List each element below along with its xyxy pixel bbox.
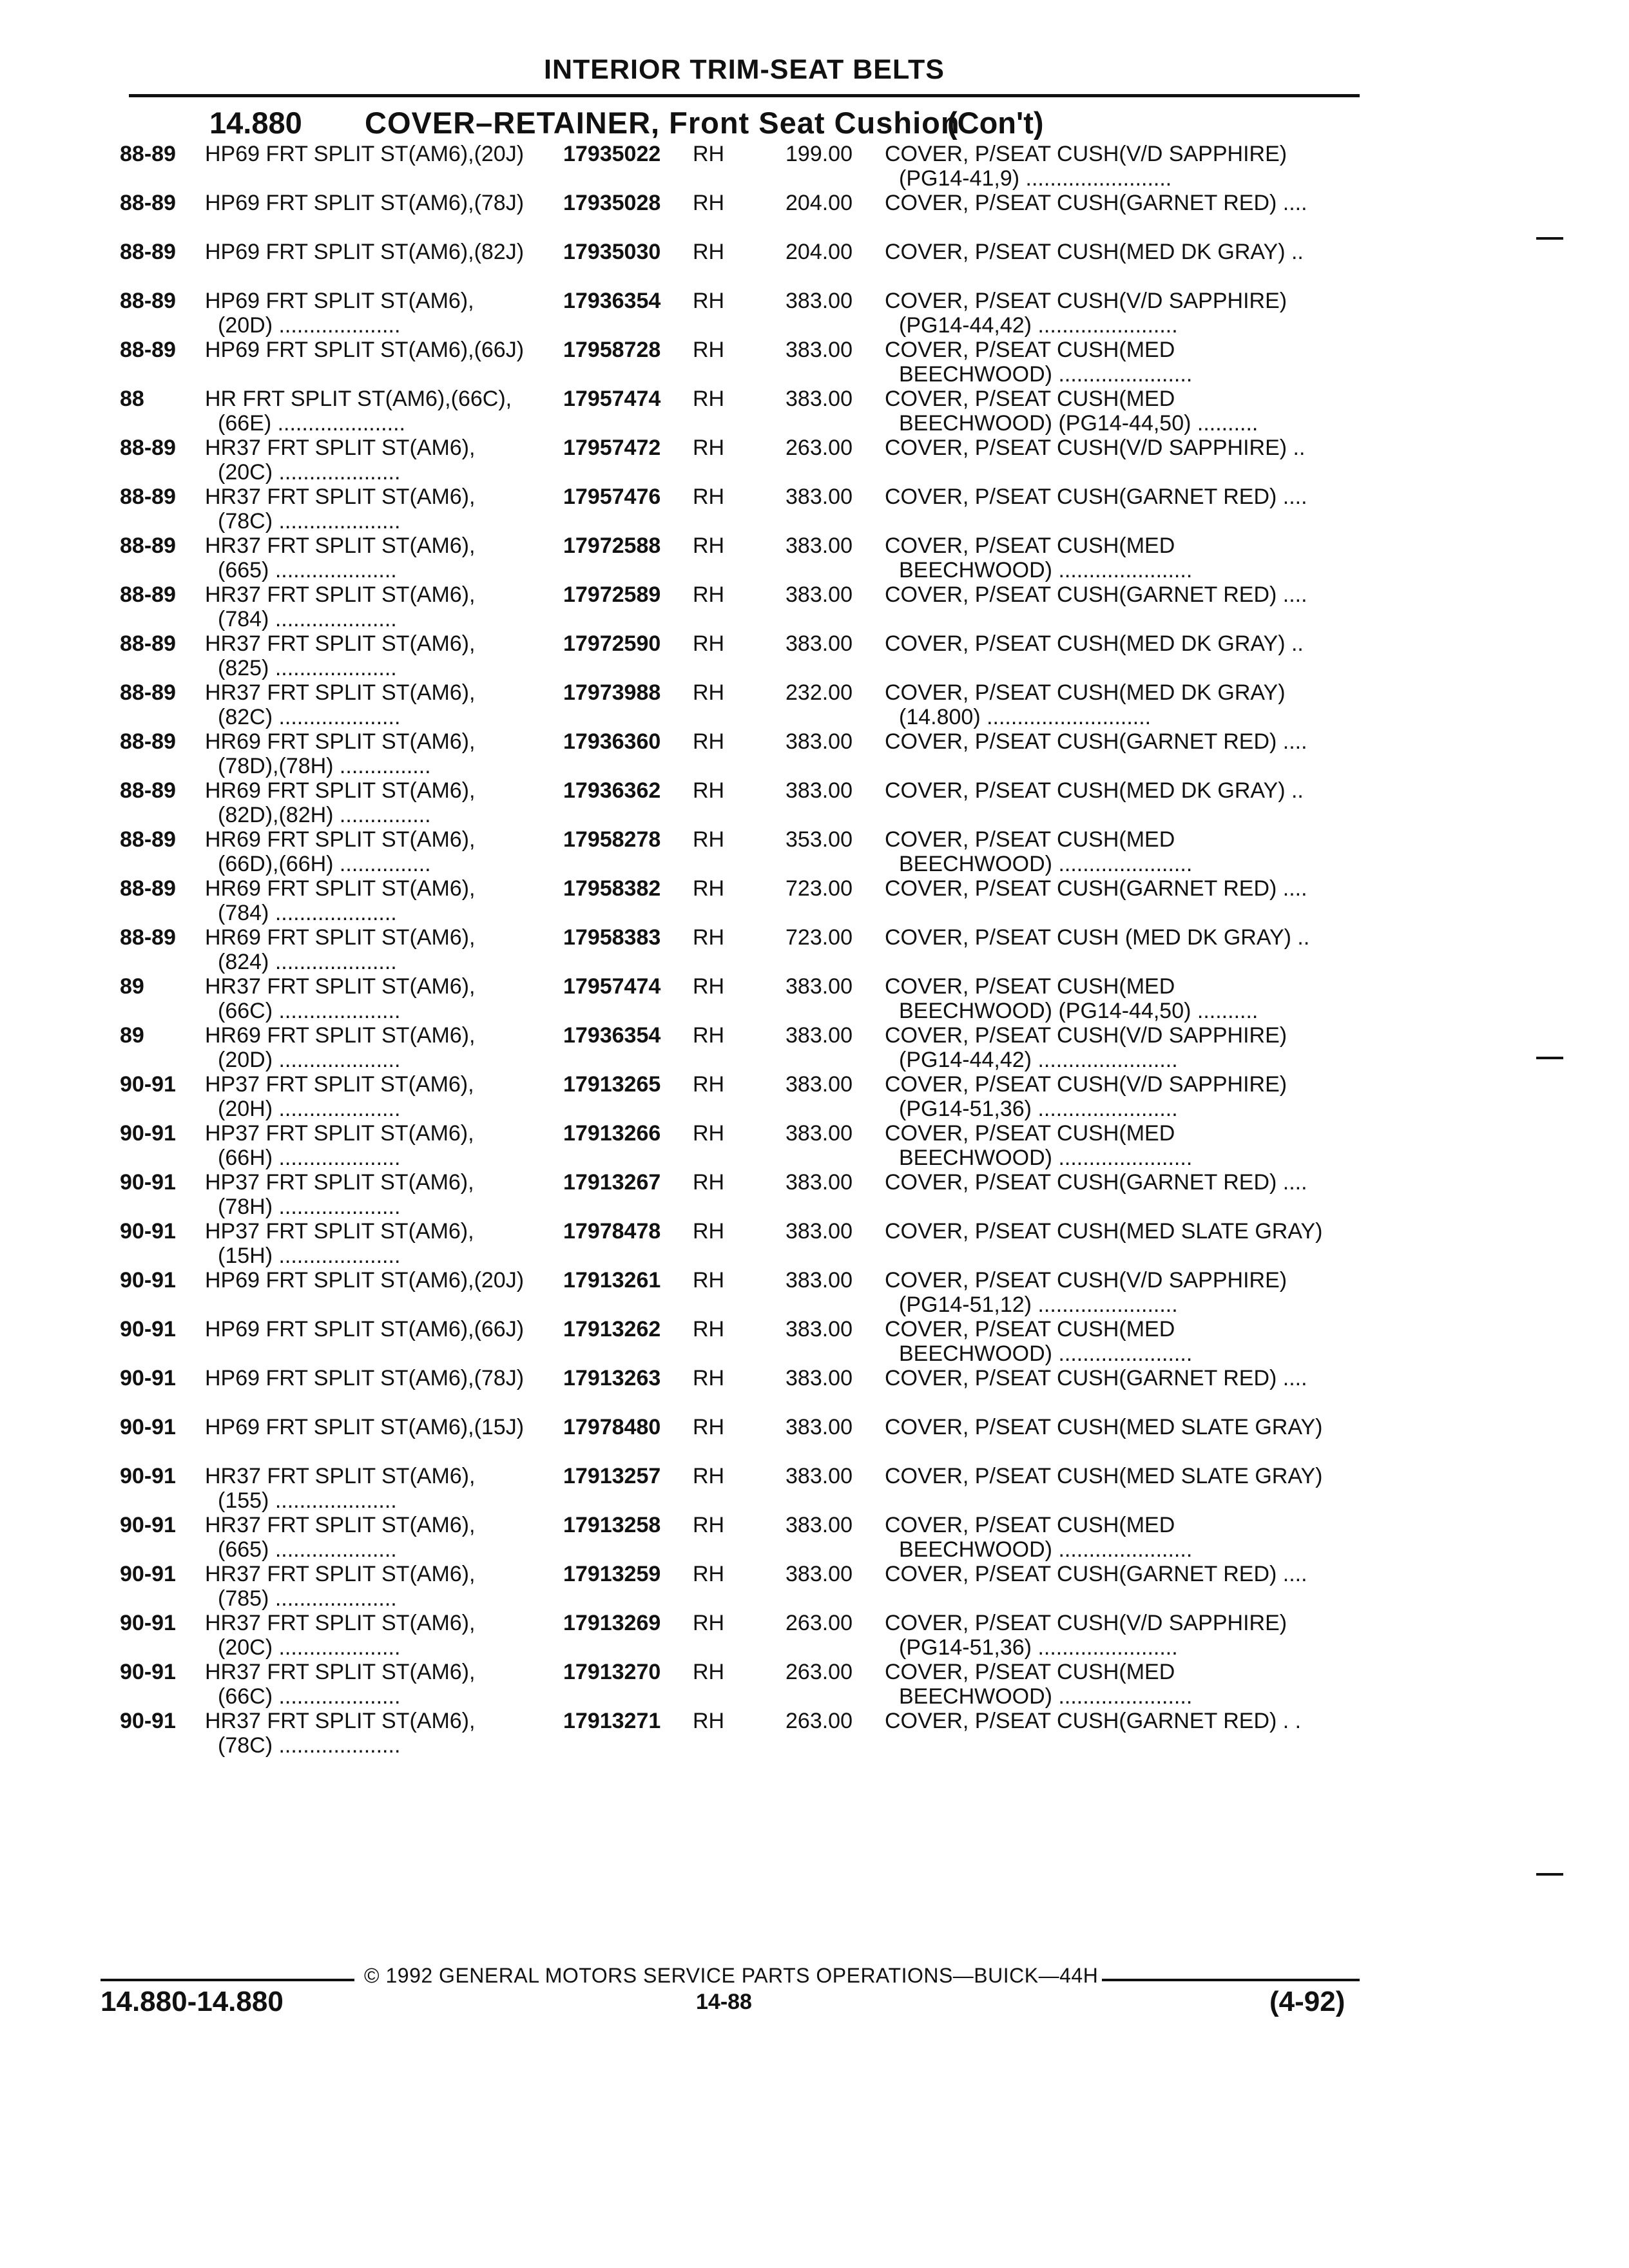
side-cell: RH <box>693 191 725 215</box>
model-detail-cell: (66D),(66H) ............... <box>218 852 431 876</box>
price-cell: 383.00 <box>786 778 853 803</box>
description-cell: COVER, P/SEAT CUSH(GARNET RED) .... <box>885 1366 1307 1390</box>
table-row <box>0 533 1629 582</box>
part-number-cell: 17935030 <box>563 240 661 264</box>
model-cell: HP69 FRT SPLIT ST(AM6),(15J) <box>205 1415 525 1439</box>
part-number-cell: 17972588 <box>563 533 661 558</box>
description-cell: COVER, P/SEAT CUSH(V/D SAPPHIRE) <box>885 1611 1287 1635</box>
model-cell: HP69 FRT SPLIT ST(AM6),(82J) <box>205 240 525 264</box>
price-cell: 232.00 <box>786 680 853 705</box>
side-cell: RH <box>693 1121 725 1146</box>
description-cell: COVER, P/SEAT CUSH(V/D SAPPHIRE) <box>885 1268 1287 1293</box>
price-cell: 383.00 <box>786 974 853 999</box>
model-cell: HR37 FRT SPLIT ST(AM6), <box>205 1464 476 1488</box>
table-row <box>0 387 1629 436</box>
description-cell: COVER, P/SEAT CUSH(GARNET RED) .... <box>885 1170 1307 1195</box>
model-detail-cell: (784) .................... <box>218 607 397 631</box>
table-row <box>0 974 1629 1023</box>
model-detail-cell: (155) .................... <box>218 1488 397 1513</box>
description-cell: COVER, P/SEAT CUSH(MED <box>885 1513 1175 1537</box>
side-cell: RH <box>693 1170 725 1195</box>
description-detail-cell: BEECHWOOD) (PG14-44,50) .......... <box>899 411 1258 436</box>
model-cell: HR FRT SPLIT ST(AM6),(66C), <box>205 387 512 411</box>
year-cell: 88-89 <box>120 289 176 313</box>
year-cell: 88-89 <box>120 338 176 362</box>
year-cell: 88-89 <box>120 876 176 901</box>
footer-rule-right <box>1102 1979 1360 1981</box>
model-detail-cell: (66E) ..................... <box>218 411 405 436</box>
price-cell: 204.00 <box>786 191 853 215</box>
description-cell: COVER, P/SEAT CUSH(MED <box>885 533 1175 558</box>
part-number-cell: 17935028 <box>563 191 661 215</box>
header-rule <box>129 94 1360 97</box>
side-cell: RH <box>693 631 725 656</box>
year-cell: 90-91 <box>120 1709 176 1733</box>
description-detail-cell: (PG14-51,36) ....................... <box>899 1097 1178 1121</box>
price-cell: 383.00 <box>786 729 853 754</box>
price-cell: 383.00 <box>786 1513 853 1537</box>
year-cell: 90-91 <box>120 1660 176 1684</box>
model-detail-cell: (825) .................... <box>218 656 397 680</box>
description-detail-cell: (PG14-51,12) ....................... <box>899 1293 1178 1317</box>
table-row <box>0 436 1629 485</box>
table-row <box>0 1513 1629 1562</box>
table-row <box>0 1415 1629 1464</box>
model-detail-cell: (665) .................... <box>218 558 397 582</box>
price-cell: 383.00 <box>786 1317 853 1341</box>
side-cell: RH <box>693 1072 725 1097</box>
description-detail-cell: (PG14-41,9) ........................ <box>899 166 1172 191</box>
price-cell: 204.00 <box>786 240 853 264</box>
part-number-cell: 17913269 <box>563 1611 661 1635</box>
part-number-cell: 17913263 <box>563 1366 661 1390</box>
margin-mark <box>1536 1873 1563 1876</box>
side-cell: RH <box>693 778 725 803</box>
part-number-cell: 17913270 <box>563 1660 661 1684</box>
model-cell: HP37 FRT SPLIT ST(AM6), <box>205 1170 474 1195</box>
model-detail-cell: (66H) .................... <box>218 1146 401 1170</box>
model-detail-cell: (82C) .................... <box>218 705 401 729</box>
price-cell: 263.00 <box>786 1709 853 1733</box>
price-cell: 383.00 <box>786 582 853 607</box>
part-number-cell: 17913271 <box>563 1709 661 1733</box>
description-cell: COVER, P/SEAT CUSH(MED DK GRAY) .. <box>885 240 1304 264</box>
description-cell: COVER, P/SEAT CUSH(MED SLATE GRAY) <box>885 1219 1323 1244</box>
model-detail-cell: (20H) .................... <box>218 1097 401 1121</box>
table-row <box>0 582 1629 631</box>
model-detail-cell: (20D) .................... <box>218 1048 401 1072</box>
side-cell: RH <box>693 1219 725 1244</box>
side-cell: RH <box>693 338 725 362</box>
table-row <box>0 1709 1629 1758</box>
description-cell: COVER, P/SEAT CUSH(GARNET RED) .... <box>885 729 1307 754</box>
description-detail-cell: BEECHWOOD) ...................... <box>899 1341 1193 1366</box>
description-cell: COVER, P/SEAT CUSH(MED <box>885 827 1175 852</box>
price-cell: 383.00 <box>786 338 853 362</box>
part-number-cell: 17913266 <box>563 1121 661 1146</box>
year-cell: 90-91 <box>120 1366 176 1390</box>
price-cell: 383.00 <box>786 1562 853 1586</box>
part-number-cell: 17972590 <box>563 631 661 656</box>
footer-rule-left <box>101 1979 354 1981</box>
part-number-cell: 17978480 <box>563 1415 661 1439</box>
price-cell: 199.00 <box>786 142 853 166</box>
description-detail-cell: BEECHWOOD) ...................... <box>899 1537 1193 1562</box>
part-number-cell: 17913258 <box>563 1513 661 1537</box>
part-number-cell: 17913257 <box>563 1464 661 1488</box>
model-cell: HR37 FRT SPLIT ST(AM6), <box>205 1709 476 1733</box>
table-row <box>0 1660 1629 1709</box>
year-cell: 88-89 <box>120 142 176 166</box>
table-row <box>0 289 1629 338</box>
side-cell: RH <box>693 289 725 313</box>
side-cell: RH <box>693 925 725 950</box>
footer-revision: (4-92) <box>1269 1986 1345 2017</box>
table-row <box>0 142 1629 191</box>
year-cell: 90-91 <box>120 1268 176 1293</box>
description-cell: COVER, P/SEAT CUSH(MED <box>885 1317 1175 1341</box>
description-detail-cell: BEECHWOOD) (PG14-44,50) .......... <box>899 999 1258 1023</box>
model-cell: HP69 FRT SPLIT ST(AM6),(20J) <box>205 1268 525 1293</box>
model-cell: HR37 FRT SPLIT ST(AM6), <box>205 974 476 999</box>
side-cell: RH <box>693 974 725 999</box>
model-detail-cell: (78C) .................... <box>218 1733 401 1758</box>
model-cell: HR69 FRT SPLIT ST(AM6), <box>205 876 476 901</box>
price-cell: 383.00 <box>786 1121 853 1146</box>
page-title: INTERIOR TRIM-SEAT BELTS <box>544 54 945 85</box>
year-cell: 88-89 <box>120 240 176 264</box>
part-number-cell: 17936354 <box>563 1023 661 1048</box>
model-cell: HR37 FRT SPLIT ST(AM6), <box>205 680 476 705</box>
description-cell: COVER, P/SEAT CUSH(V/D SAPPHIRE) <box>885 142 1287 166</box>
model-cell: HR37 FRT SPLIT ST(AM6), <box>205 436 476 460</box>
description-cell: COVER, P/SEAT CUSH (MED DK GRAY) .. <box>885 925 1310 950</box>
description-detail-cell: (PG14-44,42) ....................... <box>899 313 1178 338</box>
table-row <box>0 876 1629 925</box>
model-cell: HP69 FRT SPLIT ST(AM6),(66J) <box>205 1317 525 1341</box>
model-detail-cell: (15H) .................... <box>218 1244 401 1268</box>
table-row <box>0 1611 1629 1660</box>
table-row <box>0 729 1629 778</box>
price-cell: 383.00 <box>786 485 853 509</box>
side-cell: RH <box>693 1562 725 1586</box>
side-cell: RH <box>693 436 725 460</box>
part-number-cell: 17913259 <box>563 1562 661 1586</box>
year-cell: 88-89 <box>120 631 176 656</box>
year-cell: 90-91 <box>120 1464 176 1488</box>
table-row <box>0 1219 1629 1268</box>
side-cell: RH <box>693 827 725 852</box>
year-cell: 88-89 <box>120 680 176 705</box>
model-detail-cell: (665) .................... <box>218 1537 397 1562</box>
description-cell: COVER, P/SEAT CUSH(V/D SAPPHIRE) <box>885 1023 1287 1048</box>
footer-section-range: 14.880-14.880 <box>101 1986 284 2017</box>
model-cell: HR37 FRT SPLIT ST(AM6), <box>205 1513 476 1537</box>
table-row <box>0 1317 1629 1366</box>
part-number-cell: 17958278 <box>563 827 661 852</box>
description-cell: COVER, P/SEAT CUSH(V/D SAPPHIRE) .. <box>885 436 1306 460</box>
part-number-cell: 17935022 <box>563 142 661 166</box>
model-cell: HR37 FRT SPLIT ST(AM6), <box>205 533 476 558</box>
model-detail-cell: (78H) .................... <box>218 1195 401 1219</box>
price-cell: 263.00 <box>786 1611 853 1635</box>
description-detail-cell: BEECHWOOD) ...................... <box>899 852 1193 876</box>
description-cell: COVER, P/SEAT CUSH(MED <box>885 974 1175 999</box>
price-cell: 383.00 <box>786 1268 853 1293</box>
description-cell: COVER, P/SEAT CUSH(GARNET RED) .... <box>885 876 1307 901</box>
side-cell: RH <box>693 1709 725 1733</box>
table-row <box>0 1562 1629 1611</box>
year-cell: 88-89 <box>120 827 176 852</box>
part-number-cell: 17936354 <box>563 289 661 313</box>
table-row <box>0 1268 1629 1317</box>
side-cell: RH <box>693 1513 725 1537</box>
model-detail-cell: (824) .................... <box>218 950 397 974</box>
model-detail-cell: (78C) .................... <box>218 509 401 533</box>
side-cell: RH <box>693 1268 725 1293</box>
table-row <box>0 1366 1629 1415</box>
description-cell: COVER, P/SEAT CUSH(GARNET RED) .... <box>885 191 1307 215</box>
price-cell: 383.00 <box>786 1415 853 1439</box>
description-cell: COVER, P/SEAT CUSH(MED <box>885 387 1175 411</box>
year-cell: 88-89 <box>120 436 176 460</box>
side-cell: RH <box>693 680 725 705</box>
side-cell: RH <box>693 1023 725 1048</box>
year-cell: 88-89 <box>120 191 176 215</box>
description-detail-cell: BEECHWOOD) ...................... <box>899 362 1193 387</box>
part-number-cell: 17913261 <box>563 1268 661 1293</box>
model-cell: HR69 FRT SPLIT ST(AM6), <box>205 827 476 852</box>
part-number-cell: 17972589 <box>563 582 661 607</box>
model-cell: HR37 FRT SPLIT ST(AM6), <box>205 1562 476 1586</box>
description-cell: COVER, P/SEAT CUSH(MED <box>885 1660 1175 1684</box>
table-row <box>0 338 1629 387</box>
year-cell: 88 <box>120 387 144 411</box>
part-number-cell: 17957476 <box>563 485 661 509</box>
price-cell: 383.00 <box>786 631 853 656</box>
model-cell: HR37 FRT SPLIT ST(AM6), <box>205 485 476 509</box>
part-number-cell: 17957474 <box>563 974 661 999</box>
side-cell: RH <box>693 387 725 411</box>
description-detail-cell: (PG14-51,36) ....................... <box>899 1635 1178 1660</box>
price-cell: 353.00 <box>786 827 853 852</box>
description-cell: COVER, P/SEAT CUSH(MED DK GRAY) .. <box>885 631 1304 656</box>
footer-copyright: © 1992 GENERAL MOTORS SERVICE PARTS OPERATIONS—BUICK—44H <box>364 1964 1099 1987</box>
part-number-cell: 17913262 <box>563 1317 661 1341</box>
year-cell: 89 <box>120 1023 144 1048</box>
model-cell: HR69 FRT SPLIT ST(AM6), <box>205 1023 476 1048</box>
parts-list <box>0 142 1629 1758</box>
side-cell: RH <box>693 729 725 754</box>
model-cell: HR69 FRT SPLIT ST(AM6), <box>205 778 476 803</box>
model-cell: HP69 FRT SPLIT ST(AM6),(78J) <box>205 1366 525 1390</box>
part-number-cell: 17957472 <box>563 436 661 460</box>
model-detail-cell: (66C) .................... <box>218 999 401 1023</box>
description-detail-cell: BEECHWOOD) ...................... <box>899 1684 1193 1709</box>
description-cell: COVER, P/SEAT CUSH(GARNET RED) .... <box>885 485 1307 509</box>
price-cell: 723.00 <box>786 876 853 901</box>
table-row <box>0 925 1629 974</box>
description-detail-cell: BEECHWOOD) ...................... <box>899 1146 1193 1170</box>
footer-page-number: 14-88 <box>696 1990 752 2014</box>
year-cell: 88-89 <box>120 533 176 558</box>
year-cell: 88-89 <box>120 778 176 803</box>
year-cell: 90-91 <box>120 1072 176 1097</box>
side-cell: RH <box>693 533 725 558</box>
side-cell: RH <box>693 876 725 901</box>
description-cell: COVER, P/SEAT CUSH(MED SLATE GRAY) <box>885 1464 1323 1488</box>
side-cell: RH <box>693 582 725 607</box>
model-cell: HP69 FRT SPLIT ST(AM6),(20J) <box>205 142 525 166</box>
description-cell: COVER, P/SEAT CUSH(GARNET RED) . . <box>885 1709 1302 1733</box>
description-cell: COVER, P/SEAT CUSH(MED <box>885 338 1175 362</box>
description-cell: COVER, P/SEAT CUSH(MED DK GRAY) .. <box>885 778 1304 803</box>
model-detail-cell: (784) .................... <box>218 901 397 925</box>
year-cell: 90-91 <box>120 1121 176 1146</box>
description-cell: COVER, P/SEAT CUSH(MED <box>885 1121 1175 1146</box>
table-row <box>0 778 1629 827</box>
year-cell: 90-91 <box>120 1170 176 1195</box>
year-cell: 90-91 <box>120 1415 176 1439</box>
year-cell: 88-89 <box>120 485 176 509</box>
model-cell: HP37 FRT SPLIT ST(AM6), <box>205 1072 474 1097</box>
description-cell: COVER, P/SEAT CUSH(GARNET RED) .... <box>885 582 1307 607</box>
year-cell: 90-91 <box>120 1317 176 1341</box>
side-cell: RH <box>693 1611 725 1635</box>
model-cell: HR69 FRT SPLIT ST(AM6), <box>205 925 476 950</box>
year-cell: 88-89 <box>120 582 176 607</box>
price-cell: 723.00 <box>786 925 853 950</box>
model-cell: HP69 FRT SPLIT ST(AM6), <box>205 289 474 313</box>
table-row <box>0 631 1629 680</box>
table-row <box>0 827 1629 876</box>
model-cell: HP37 FRT SPLIT ST(AM6), <box>205 1121 474 1146</box>
section-title: COVER–RETAINER, Front Seat Cushion <box>365 106 960 140</box>
year-cell: 90-91 <box>120 1562 176 1586</box>
year-cell: 90-91 <box>120 1513 176 1537</box>
model-cell: HP37 FRT SPLIT ST(AM6), <box>205 1219 474 1244</box>
year-cell: 90-91 <box>120 1611 176 1635</box>
model-detail-cell: (20C) .................... <box>218 460 401 485</box>
table-row <box>0 1464 1629 1513</box>
model-detail-cell: (82D),(82H) ............... <box>218 803 431 827</box>
table-row <box>0 1121 1629 1170</box>
model-cell: HR69 FRT SPLIT ST(AM6), <box>205 729 476 754</box>
price-cell: 383.00 <box>786 1170 853 1195</box>
price-cell: 263.00 <box>786 1660 853 1684</box>
part-number-cell: 17913267 <box>563 1170 661 1195</box>
model-cell: HP69 FRT SPLIT ST(AM6),(66J) <box>205 338 525 362</box>
part-number-cell: 17973988 <box>563 680 661 705</box>
description-cell: COVER, P/SEAT CUSH(V/D SAPPHIRE) <box>885 1072 1287 1097</box>
price-cell: 383.00 <box>786 533 853 558</box>
table-row <box>0 1170 1629 1219</box>
description-detail-cell: BEECHWOOD) ...................... <box>899 558 1193 582</box>
part-number-cell: 17936360 <box>563 729 661 754</box>
part-number-cell: 17958382 <box>563 876 661 901</box>
table-row <box>0 191 1629 240</box>
price-cell: 383.00 <box>786 1366 853 1390</box>
model-detail-cell: (20C) .................... <box>218 1635 401 1660</box>
description-cell: COVER, P/SEAT CUSH(MED SLATE GRAY) <box>885 1415 1323 1439</box>
side-cell: RH <box>693 1660 725 1684</box>
model-cell: HR37 FRT SPLIT ST(AM6), <box>205 631 476 656</box>
price-cell: 263.00 <box>786 436 853 460</box>
description-detail-cell: (14.800) ........................... <box>899 705 1152 729</box>
table-row <box>0 1072 1629 1121</box>
side-cell: RH <box>693 1317 725 1341</box>
description-cell: COVER, P/SEAT CUSH(V/D SAPPHIRE) <box>885 289 1287 313</box>
table-row <box>0 485 1629 533</box>
description-detail-cell: (PG14-44,42) ....................... <box>899 1048 1178 1072</box>
table-row <box>0 240 1629 289</box>
description-cell: COVER, P/SEAT CUSH(MED DK GRAY) <box>885 680 1286 705</box>
model-cell: HR37 FRT SPLIT ST(AM6), <box>205 1611 476 1635</box>
table-row <box>0 1023 1629 1072</box>
side-cell: RH <box>693 485 725 509</box>
model-cell: HR37 FRT SPLIT ST(AM6), <box>205 582 476 607</box>
margin-mark <box>1536 237 1563 240</box>
model-cell: HP69 FRT SPLIT ST(AM6),(78J) <box>205 191 525 215</box>
table-row <box>0 680 1629 729</box>
part-number-cell: 17978478 <box>563 1219 661 1244</box>
side-cell: RH <box>693 1464 725 1488</box>
part-number-cell: 17957474 <box>563 387 661 411</box>
price-cell: 383.00 <box>786 1219 853 1244</box>
year-cell: 88-89 <box>120 925 176 950</box>
part-number-cell: 17936362 <box>563 778 661 803</box>
price-cell: 383.00 <box>786 1464 853 1488</box>
price-cell: 383.00 <box>786 289 853 313</box>
model-detail-cell: (20D) .................... <box>218 313 401 338</box>
model-cell: HR37 FRT SPLIT ST(AM6), <box>205 1660 476 1684</box>
side-cell: RH <box>693 1415 725 1439</box>
year-cell: 90-91 <box>120 1219 176 1244</box>
price-cell: 383.00 <box>786 387 853 411</box>
model-detail-cell: (66C) .................... <box>218 1684 401 1709</box>
description-cell: COVER, P/SEAT CUSH(GARNET RED) .... <box>885 1562 1307 1586</box>
price-cell: 383.00 <box>786 1072 853 1097</box>
side-cell: RH <box>693 240 725 264</box>
model-detail-cell: (785) .................... <box>218 1586 397 1611</box>
side-cell: RH <box>693 1366 725 1390</box>
section-continued: (Con't) <box>947 106 1044 140</box>
part-number-cell: 17958728 <box>563 338 661 362</box>
section-number: 14.880 <box>209 106 302 140</box>
year-cell: 88-89 <box>120 729 176 754</box>
margin-mark <box>1536 1057 1563 1059</box>
part-number-cell: 17958383 <box>563 925 661 950</box>
side-cell: RH <box>693 142 725 166</box>
year-cell: 89 <box>120 974 144 999</box>
price-cell: 383.00 <box>786 1023 853 1048</box>
model-detail-cell: (78D),(78H) ............... <box>218 754 431 778</box>
part-number-cell: 17913265 <box>563 1072 661 1097</box>
